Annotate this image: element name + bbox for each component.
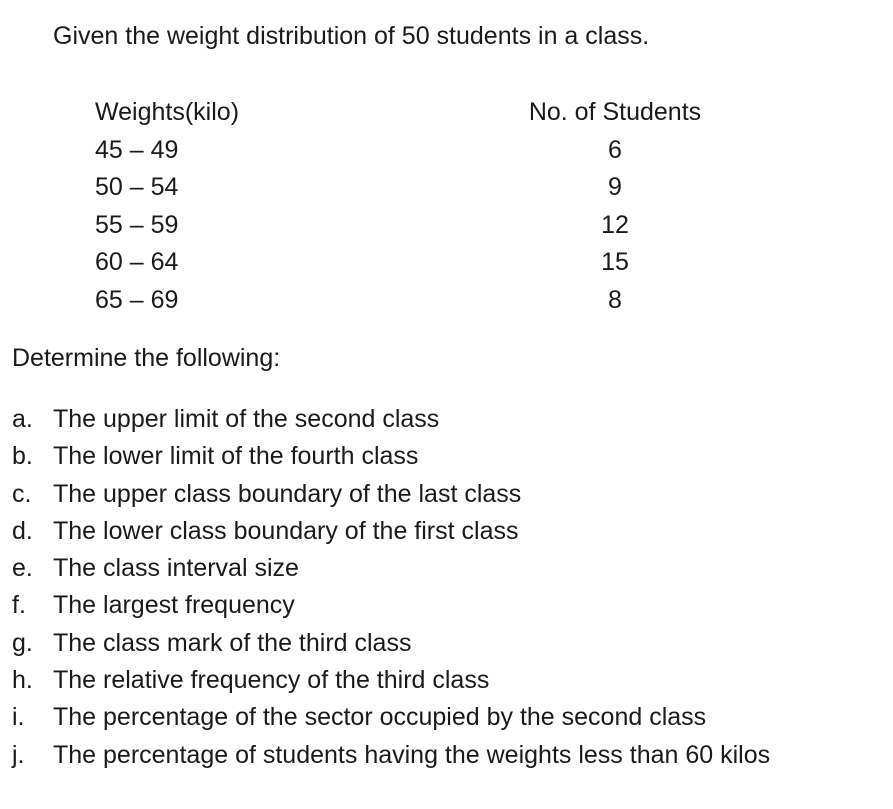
questions-list [12, 403, 770, 776]
weight-distribution-table [95, 96, 735, 321]
table-row [95, 209, 735, 247]
weights-cell: 65 – 69 [95, 285, 179, 314]
question-text: The relative frequency of the third class [53, 666, 490, 695]
intro-text: Given the weight distribution of 50 students in a class. [53, 22, 650, 50]
question-letter: d. [12, 516, 33, 545]
table-row [95, 284, 735, 322]
list-item [12, 589, 770, 626]
question-text: The class mark of the third class [53, 628, 412, 657]
table-header-row [95, 96, 735, 134]
list-item [12, 403, 770, 440]
question-text: The upper limit of the second class [53, 405, 440, 433]
list-item [12, 664, 770, 701]
list-item [12, 478, 770, 515]
weights-cell: 50 – 54 [95, 173, 179, 201]
weights-cell: 55 – 59 [95, 210, 179, 239]
question-letter: j. [12, 740, 25, 769]
determine-heading: Determine the following: [12, 344, 281, 372]
list-item [12, 701, 770, 738]
question-text: The upper class boundary of the last class [53, 479, 522, 508]
table-row [95, 134, 735, 172]
students-cell: 6 [608, 135, 622, 164]
students-cell: 8 [608, 285, 622, 314]
question-letter: i. [12, 703, 25, 732]
question-text: The lower limit of the fourth class [53, 442, 419, 471]
question-text: The class interval size [53, 554, 299, 583]
question-text: The percentage of students having the weights less than 60 kilos [53, 740, 771, 769]
students-cell: 15 [601, 248, 629, 276]
question-letter: g. [12, 628, 33, 657]
question-letter: f. [12, 591, 26, 620]
question-letter: c. [12, 479, 32, 508]
question-letter: a. [12, 405, 33, 433]
table-row [95, 171, 735, 209]
weights-cell: 45 – 49 [95, 135, 179, 164]
header-weights: Weights(kilo) [95, 98, 240, 126]
question-letter: h. [12, 666, 33, 695]
header-students: No. of Students [528, 98, 702, 126]
list-item [12, 739, 770, 776]
question-text: The largest frequency [53, 591, 295, 620]
question-text: The percentage of the sector occupied by the second class [53, 703, 707, 732]
students-cell: 12 [601, 210, 629, 239]
students-cell: 9 [608, 173, 622, 201]
question-letter: b. [12, 442, 33, 471]
list-item [12, 552, 770, 589]
list-item [12, 440, 770, 477]
list-item [12, 515, 770, 552]
table-row [95, 246, 735, 284]
list-item [12, 627, 770, 664]
question-text: The lower class boundary of the first class [53, 516, 519, 545]
weights-cell: 60 – 64 [95, 248, 179, 276]
question-letter: e. [12, 554, 33, 583]
